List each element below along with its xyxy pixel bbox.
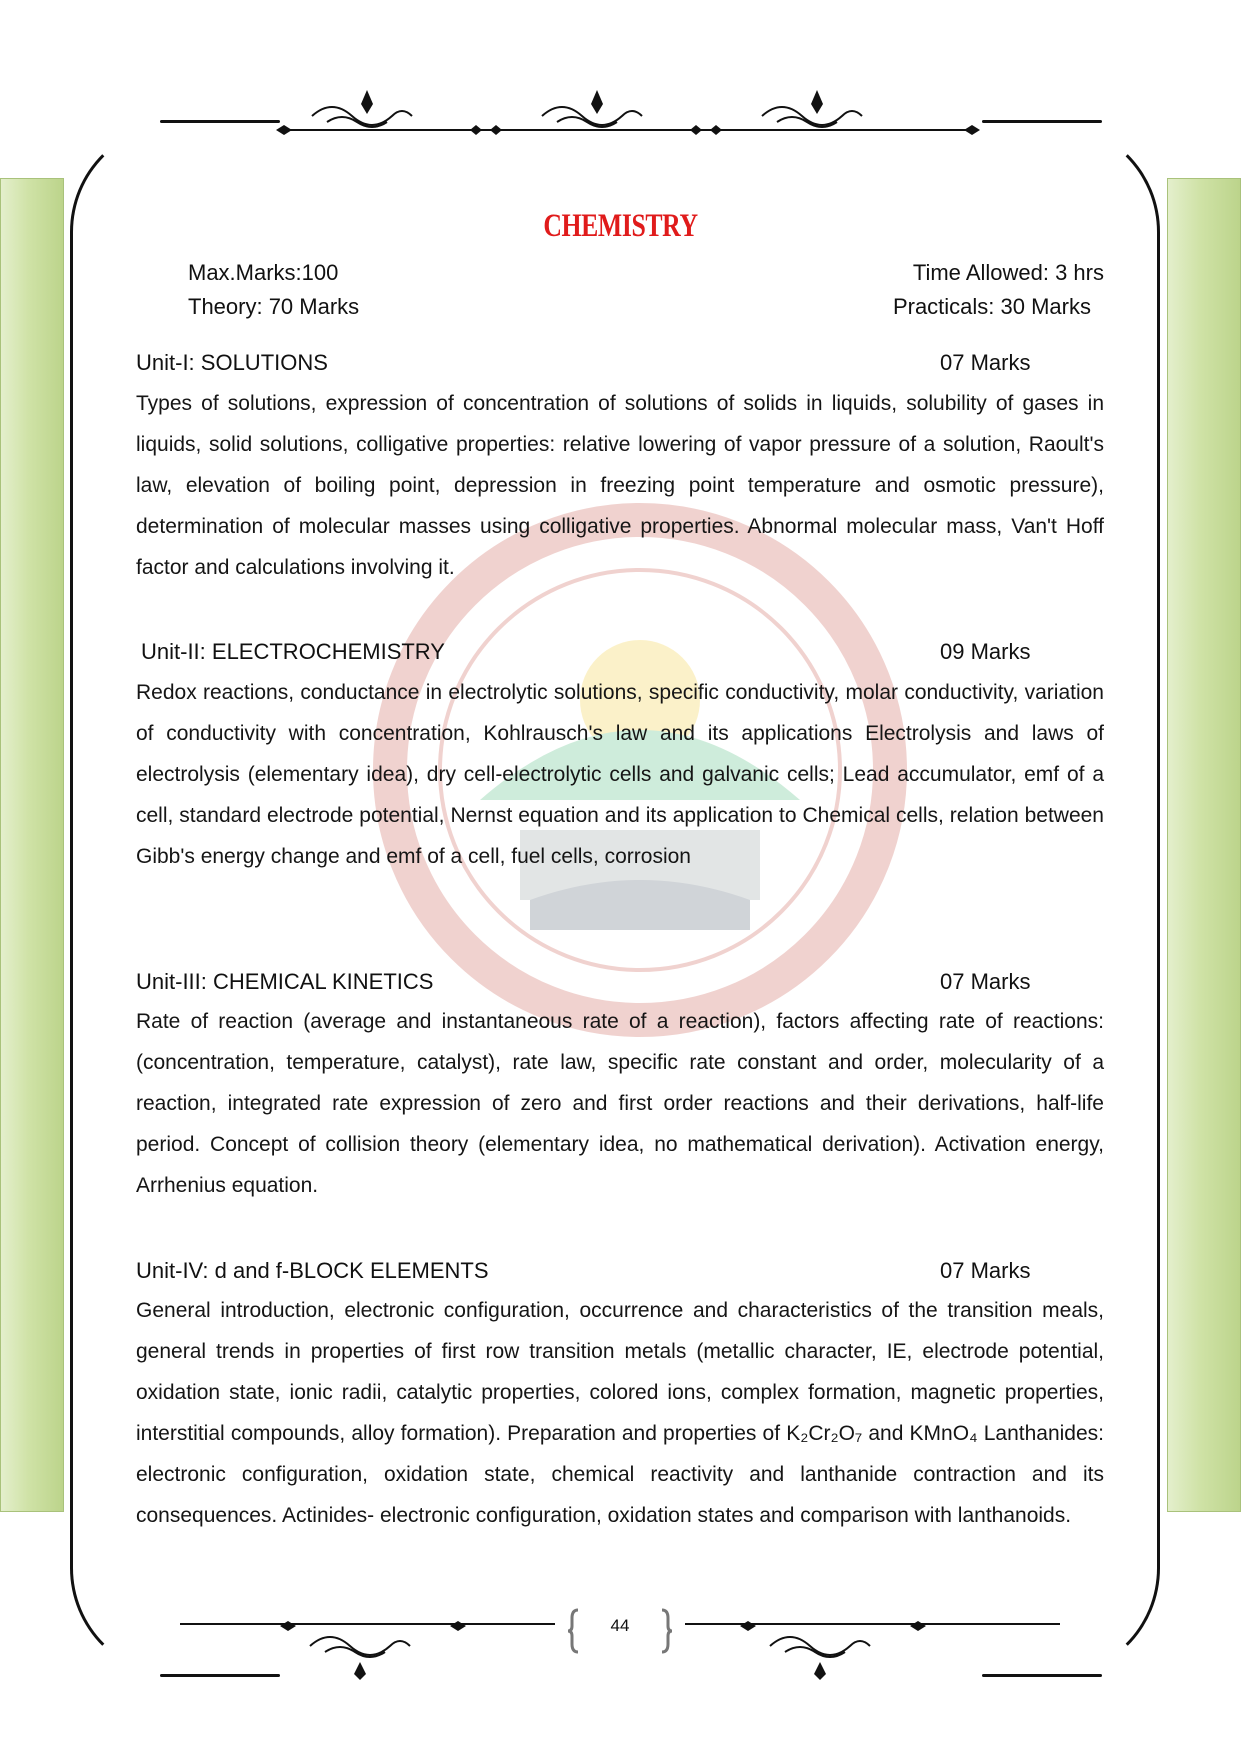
unit-3-body: Rate of reaction (average and instantaneous rate of a reaction), factors affecting rate of reactions: (concentration, temperature, catalyst), rate law, specific rate constant and order, molecularity of a reaction, integrated rate expression of zero and first order reactions and their derivations, half-life period. Concept of collision theory (elementary idea, no mathematical derivation). Activation energy, Arrhenius equation. [136, 1010, 1104, 1197]
unit-2-body: Redox reactions, conductance in electrolytic solutions, specific conductivity, molar conductivity, variation of conductivity with concentration, Kohlrausch's law and its applications Electrolysis and laws of electrolysis (elementary idea), dry cell-electrolytic cells and galvanic cells; Lead accumulator, emf of a cell, standard electrode potential, Nernst equation and its application to Chemical cells, relation between Gibb's energy change and emf of a cell, fuel cells, corrosion [136, 681, 1104, 868]
unit-1-marks: 07 Marks [940, 350, 1031, 375]
unit-3-marks: 07 Marks [940, 969, 1031, 994]
right-decorative-bar [1167, 178, 1241, 1512]
practicals-marks: Practicals: 30 Marks [892, 294, 1091, 319]
unit-1-body: Types of solutions, expression of concentration of solutions of solids in liquids, solubility of gases in liquids, solid solutions, colligative properties: relative lowering of vapor pressure of a solution, Raoult's law, elevation of boiling point, depression in freezing point temperature and osmotic pressure), determination of molecular masses using colligative properties. Abnormal molecular mass, Van't Hoff factor and calculations involving it. [136, 392, 1104, 579]
unit-2-marks: 09 Marks [940, 639, 1031, 664]
page-number-bracket [568, 1606, 672, 1656]
unit-4-body: General introduction, electronic configuration, occurrence and characteristics of the transition meals, general trends in properties of first row transition metals (metallic character, IE, electrode potential, oxidation state, ionic radii, catalytic properties, colored ions, complex formation, magnetic properties, interstitial compounds, alloy formation). Preparation and properties of K₂Cr₂O₇ and KMnO₄ Lanthanides: electronic configuration, oxidation state, chemical reactivity and lanthanide contraction and its consequences. Actinides- electronic configuration, oxidation states and comparison with lanthanoids. [136, 1299, 1104, 1527]
unit-2-heading: Unit-II: ELECTROCHEMISTRY [141, 639, 445, 664]
theory-marks: Theory: 70 Marks [188, 294, 360, 319]
page-title: CHEMISTRY [543, 208, 698, 244]
max-marks: Max.Marks:100 [188, 260, 339, 285]
unit-3-heading: Unit-III: CHEMICAL KINETICS [136, 969, 434, 994]
unit-4-heading: Unit-IV: d and f-BLOCK ELEMENTS [136, 1258, 489, 1283]
page-number: 44 [610, 1616, 630, 1635]
left-decorative-bar [0, 178, 64, 1512]
unit-4-marks: 07 Marks [940, 1258, 1031, 1283]
top-flourish-ornament-icon [272, 86, 984, 146]
frame-top-right-rule [982, 120, 1102, 123]
time-allowed: Time Allowed: 3 hrs [912, 260, 1104, 285]
unit-1-heading: Unit-I: SOLUTIONS [136, 350, 328, 375]
frame-top-left-rule [160, 120, 280, 123]
